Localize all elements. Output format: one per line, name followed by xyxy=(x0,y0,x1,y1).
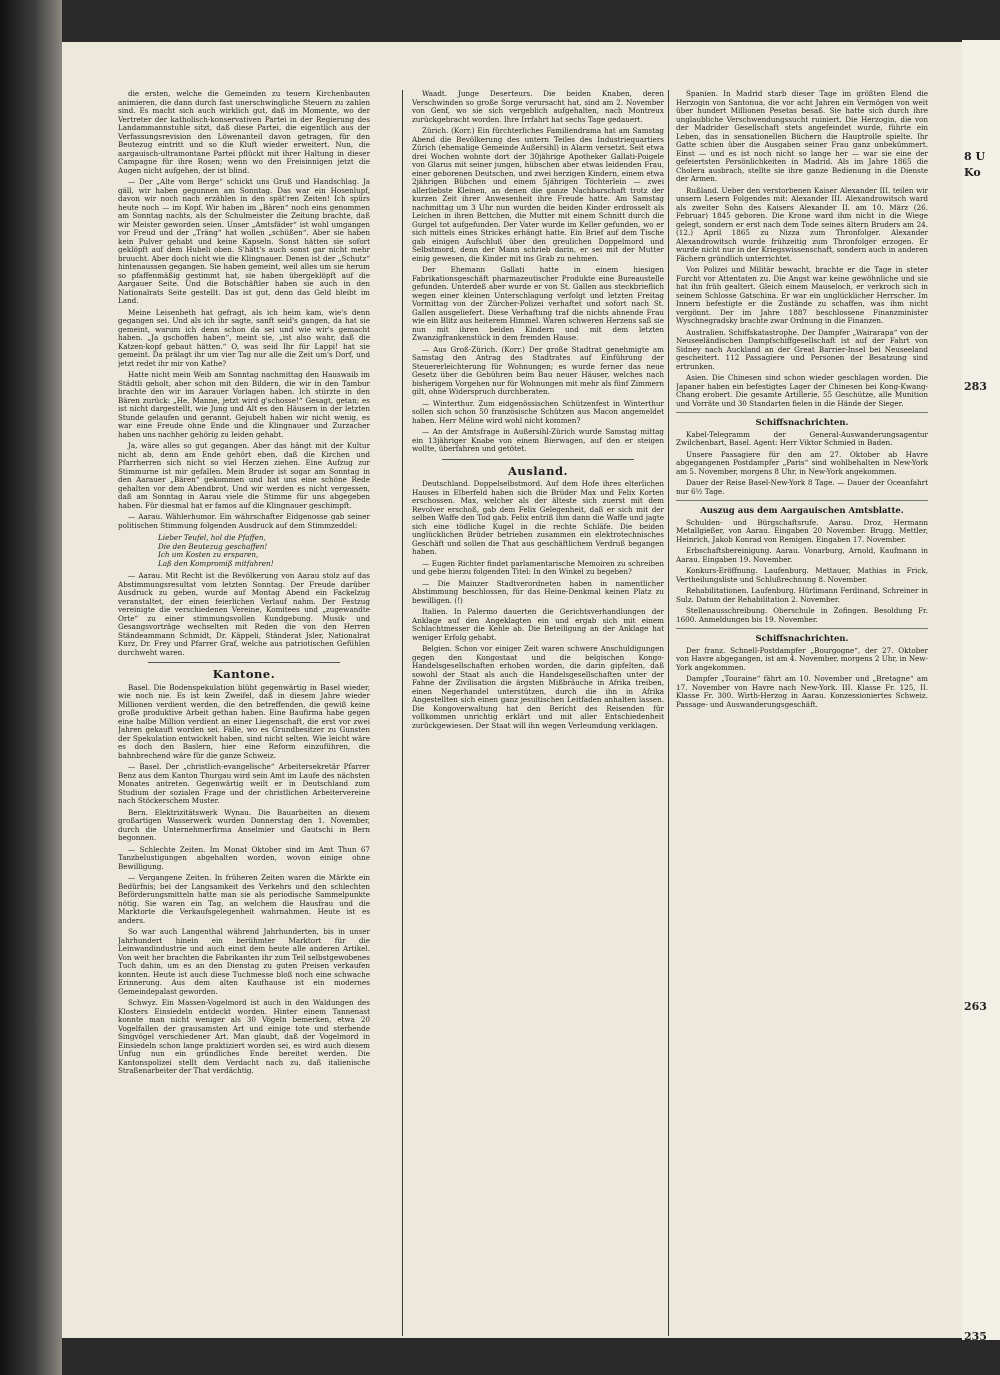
paragraph: Schulden- und Bürgschaftsrufe. Aarau. Droz, Hermann Metallgießer, von Aarau. Eingaben 20 November. Brugg. Mettler, Heinrich, Jakob Konrad von Remigen. Eingaben 17. November. xyxy=(676,517,928,544)
section-heading-schiffsnachrichten-2: Schiffsnachrichten. xyxy=(755,634,849,644)
paragraph: Zürich. (Korr.) Ein fürchterliches Familiendrama hat am Samstag Abend die Bevölkerung des untern Teiles des Industriequartiers Zürich (ehemalige Gemeinde Außersihl) in Alarm versetzt. Seit etwa drei Wochen wohnte dort der 30jährige Apotheker Gallati-Poigele von Glarus mit seiner jungen, hübschen aber etwas leidenden Frau, einer geborenen Deutschen, und zwei herzigen Kindern, einem etwa 2jährigen Bübchen und einem 5jährigen Töchterlein — zwei allerliebste Kleinen, an denen die ganze Nachbarschaft trotz der kurzen Zeit ihrer Anwesenheit ihre Freude hatte. Am Samstag nachmittag um 3 Uhr nun wurden die beiden Kinder erdrosselt als Leichen in ihren Bettchen, die Mutter mit einem Schnitt durch die Gurgel tot aufgefunden. Der Vater wurde im Keller gefunden, wo er sich mittels eines Strickes erhängt hatte. Ein Brief auf dem Tische gab einigen Aufschluß über den greulichen Doppelmord und Selbstmord, denn der Mann schrieb darin, er sei mit der Mutter einig gewesen, die Kinder mit ins Grab zu nehmen. xyxy=(412,126,664,263)
column-1 xyxy=(118,90,370,1336)
section-heading-schiffsnachrichten: Schiffsnachrichten. xyxy=(755,418,849,428)
edge-fragment: 8 U xyxy=(964,150,986,163)
paragraph: Konkurs-Eröffnung. Laufenburg. Mettauer, Mathias in Frick, Vertheilungsliste und Schlußrechnung 8. November. xyxy=(676,566,928,584)
paragraph: — An der Amtsfrage in Außersihl-Zürich wurde Samstag mittag ein 13jähriger Knabe von einem Bierwagen, auf den er steigen wollte, überfahren und getötet. xyxy=(412,427,664,453)
edge-fragment: 263 xyxy=(964,1000,987,1013)
paragraph: Australien. Schiffskatastrophe. Der Dampfer „Wairarapa“ von der Neuseeländischen Dampfschiffgesellschaft ist auf der Fahrt von Sidney nach Auckland an der Great Barrier-Insel bei Neuseeland gescheitert. 112 Passagiere und Personen der Besatzung sind ertrunken. xyxy=(676,327,928,371)
paragraph: — Eugen Richter findet parlamentarische Memoiren zu schreiben und gebe hierzu folgenden Titel: In den Winkel zu begeben? xyxy=(412,558,664,576)
paragraph: Asien. Die Chinesen sind schon wieder geschlagen worden. Die Japaner haben ein befestigtes Lager der Chinesen bei Kong-Kwang-Chang erobert. Die gesamte Artillerie, 55 Geschütze, alle Munition und Vorräte und 30 Standarten fielen in die Hände der Sieger. xyxy=(676,373,928,408)
paragraph: Der franz. Schnell-Postdampfer „Bourgogne“, der 27. Oktober von Havre abgegangen, ist am 4. November, morgens 2 Uhr, in New-York angekommen. xyxy=(676,645,928,672)
paragraph: Hatte nicht mein Weib am Sonntag nachmittag den Hauswaib im Städtli geholt, aber schon mit den Bildern, die wir in den Tambur brachte den wir im Aarauer Vorlagen haben. Ich stürzte in den Bären zurück: „He, Manne, jetzt wird g'schosse!“ Gesagt, getan; es ist nicht dargestellt, wie Jung und Alt es den Häusern in der letzten Stunde gelaufen und gerannt. Gejubelt haben wir nicht wenig, es war eine Freude ohne Ende und die Klingnauer und Zurzacher haben uns nachher gehörig zu leiden gehabt. xyxy=(118,370,370,439)
paragraph: Kabel-Telegramm der General-Auswanderungsagentur Zwilchenbart, Basel. Agent: Herr Viktor Schmied in Baden. xyxy=(676,429,928,447)
divider xyxy=(442,459,634,460)
paragraph: Von Polizei und Militär bewacht, brachte er die Tage in steter Furcht vor Attentaten zu. Die Angst war keine gewöhnliche und sie hat ihn früh gealtert. Gleich einem Mauseloch, er verkroch sich in seinem Schlosse Gatschina. Er war ein unglücklicher Herrscher. Im Innern befestigte er die Zustände zu schaffen, was ihm nicht vergönnt. Der im Jahre 1887 beschlossene Finanzminister Wyschnegradsky brachte zwar Ordnung in die Finanzen. xyxy=(676,265,928,325)
paragraph: — Der „Alte vom Berge“ schickt uns Gruß und Handschlag. Ja gäll, wir haben gegunnen am Sonntag. Das war ein Hosenlupf, davon wir noch nach erzählen in den spät'ren Zeiten! Ich spürs heute noch — im Kopf. Wir haben im „Bären“ noch eins genommen am Sonntag nachts, als der Schulmeister die Zeitung brachte, daß wir Meister geworden seien. Unser „Amtsfäder“ ist wohl umgangen vor Freud und der „Träng“ hat wollen „schüßen“. Aber sie haben kein Pulver gehabt und keine Kapseln. Sonst hätten sie sofort geklöpft auf dem Hubeli oben. S'hätt's auch sonst gar nicht mehr bruucht. Aber doch nicht wie die Klingnauer. Denen ist der „Schutz“ hintenaussen gegangen. Sie haben gemeint, weil alles um sie herum so pfaffenmäßig gestimmt hat, sie haben übergeklöpft auf die Aargauer Seite. Und die Botschäftler haben sie auch in den Nationalrats Seite gestellt. Das ist gut, denn das Geld bleibt im Land. xyxy=(118,177,370,305)
divider xyxy=(676,500,928,501)
paragraph: Bern. Elektrizitätswerk Wynau. Die Bauarbeiten an diesem großartigen Wasserwerk wurden Donnerstag den 1. November, durch die Unternehmerfirma Anselmier und Gautschi in Bern begonnen. xyxy=(118,807,370,842)
paragraph: die ersten, welche die Gemeinden zu teuern Kirchenbauten animieren, die dann durch fast unerschwingliche Steuern zu zahlen sind. Es macht sich auch wirklich gut, daß im Momente, wo der Vertreter der katholisch-konservativen Partei in der Regierung des Landammannstuhle sitzt, daß diese Partei, die eigentlich aus der Verfassungsrevision den Löwenanteil davon getragen, für den Beutezug eintritt und so die Kluft wieder erweitert. Nun, die aargauisch-ultramontane Partei pflückt mit ihrer Haltung in dieser Campagne für ihre Rosen; wenn wo den Freisinnigen jetzt die Augen nicht aufgehen, der ist blind. xyxy=(118,90,370,175)
paragraph: Ja, wäre alles so gut gegangen. Aber das hängt mit der Kultur nicht ab, denn am Ende gehört eben, daß die Kirchen und Pfarrherren sich nicht so viel Herzen ziehen. Eine Aufzug zur Stimmurne ist mir gefallen. Mein Bruder ist sogar am Sonntag in den Aarauer „Bären“ gekommen und hat uns eine schöne Rede gehalten vor dem Abendbrot. Und wir werden es nicht vergessen, daß am Sonntag in Aarau viele die Stimme für uns abgegeben haben. Für diesmal hat er famos auf die Klingnauer geschimpft. xyxy=(118,441,370,510)
paragraph: — Aus Groß-Zürich. (Korr.) Der große Stadtrat genehmigte am Samstag den Antrag des Stadtrates auf Einführung der Steuererleichterung für Wohnungen; es wurde ferner das neue Gesetz über die Gebühren beim Bau neuer Häuser, welches nach bisherigem Vorgehen nur für Wohnungen mit mehr als fünf Zimmern gilt, ohne Widerspruch durchberaten. xyxy=(412,344,664,396)
paragraph: Deutschland. Doppelselbstmord. Auf dem Hofe ihres elterlichen Hauses in Elberfeld haben sich die Brüder Max und Felix Korten erschossen. Max, welcher als der älteste sich zuerst mit dem Revolver erschoß, gab dem Felix Gelegenheit, daß er sich mit der selben Waffe den Tod gab. Felix entriß ihm dann die Waffe und jagte sich eine tödliche Kugel in die rechte Schläfe. Die beiden unglücklichen Brüder betrieben zusammen ein elektrotechnisches Geschäft und sollen die That aus geschäftlichem Verdruß begangen haben. xyxy=(412,479,664,556)
paragraph: Italien. In Palermo dauerten die Gerichtsverhandlungen der Anklage auf den Angeklagten ein und ergab sich mit einem Schlachtmesser die Kehle ab. Die Beteiligung an der Anklage hat weniger Erfolg gehabt. xyxy=(412,607,664,642)
paragraph: Schwyz. Ein Massen-Vogelmord ist auch in den Waldungen des Klosters Einsiedeln entdeckt worden. Hinter einem Tannenast konnte man nicht weniger als 30 Vögeln bemerken, etwa 20 Vogelfallen der grausamsten Art und einige tote und sterbende Singvögel verschiedener Art. Man glaubt, daß der Vogelmord in Einsiedeln schon lange praktiziert worden sei, es wird auch diesem Unfug nun ein gründliches Ende bereitet werden. Die Kantonspolizei stellt dem Verdacht nach zu, daß italienische Straßenarbeiter der That verdächtig. xyxy=(118,998,370,1075)
poem: Lieber Teufel, hol die Pfaffen, Die den Beutezug geschaffen! Ich um Kosten zu ersparen, Laß den Kompromiß mitfahren! xyxy=(158,533,274,568)
paragraph: Waadt. Junge Deserteurs. Die beiden Knaben, deren Verschwinden so große Sorge verursacht hat, sind am 2. November von Genf, wo sie sich vergeblich aufgehalten, nach Montreux zurückgebracht worden. Ihre Irrfahrt hat sechs Tage gedauert. xyxy=(412,90,664,124)
paragraph: Rußland. Ueber den verstorbenen Kaiser Alexander III. teilen wir unsern Lesern Folgendes mit: Alexander III. Alexandrowitsch ward als zweiter Sohn des Kaisers Alexander II. am 10. März (26. Februar) 1845 geboren. Die Krone ward ihm nicht in die Wiege gelegt, sondern er erst nach dem Tode seines ältern Bruders am 24. (12.) April 1865 zu Nizza zum Thronfolger. Alexander Alexandrowitsch wurde frühzeitig zum Thronfolger erzogen. Er wurde nicht nur in der Kriegswissenschaft, sondern auch in anderen Fächern gründlich unterrichtet. xyxy=(676,185,928,263)
paragraph: — Die Mainzer Stadtverordneten haben in namentlicher Abstimmung beschlossen, für das Heine-Denkmal keinen Platz zu bewilligen. (!) xyxy=(412,578,664,605)
paragraph: — Basel. Der „christlich-evangelische“ Arbeitersekretär Pfarrer Benz aus dem Kanton Thurgau wird sein Amt im Laufe des nächsten Monates antreten. Gegenwärtig weilt er in Deutschland zum Studium der sozialen Frage und der christlichen Arbeitervereine nach Stöckerschem Muster. xyxy=(118,762,370,805)
edge-fragment: Ko xyxy=(964,166,981,179)
paragraph: Unsere Passagiere für den am 27. Oktober ab Havre abgegangenen Postdampfer „Paris“ sind wohlbehalten in New-York am 5. November, morgens 8 Uhr, in New-York angekommen. xyxy=(676,449,928,476)
divider xyxy=(148,662,340,663)
newspaper-page xyxy=(62,42,962,1338)
column-rule xyxy=(402,90,403,1336)
paragraph: Spanien. In Madrid starb dieser Tage im größten Elend die Herzogin von Santonua, die vor acht Jahren ein Vermögen von weit über hundert Millionen Pesetas besaß. Sie hatte sich durch ihre unglaubliche Verschwendungssucht ruiniert. Die Herzogin, die von der Madrider Gesellschaft stets angefeindet wurde, führte ein Leben, das in sensationellen Büchern die Hauptrolle spielte. Ihr Gatte schien über die Ausgaben seiner Frau ganz unbekümmert. Einst — und es ist noch nicht so lange her — war sie eine der gefeiertsten Persönlichkeiten in Madrid. Als im Jahre 1865 die Cholera ausbrach, stellte sie ihre ganze Bedienung in die Dienste der Armen. xyxy=(676,90,928,183)
edge-fragment: 235 xyxy=(964,1330,987,1340)
paragraph: Erbschaftsbereinigung. Aarau. Vonarburg, Arnold, Kaufmann in Aarau. Eingaben 19. November. xyxy=(676,546,928,564)
paragraph: — Aarau. Mit Recht ist die Bevölkerung von Aarau stolz auf das Abstimmungsresultat vom letzten Sonntag. Der Freude darüber Ausdruck zu geben, wurde auf Montag Abend ein Fackelzug veranstaltet, der einen feierlichen Verlauf nahm. Der Festzug vereinigte die verschiedenen Vereine, Komitees und „zugewandte Orte“ zu einer stimmungsvollen Kundgebung. Musik- und Gesangsvorträge wechselten mit Reden die von den Herren Ständeammann Schmidt, Dr. Käppeli, Ständerat Jsler, Nationalrat Kurz, Dr. Frey und Pfarrer Graf, welche aus patriotischen Gefühlen durchweht waren. xyxy=(118,571,370,657)
paragraph: — Winterthur. Zum eidgenössischen Schützenfest in Winterthur sollen sich schon 50 französische Schützen aus Macon angemeldet haben. Herr Méline wird wohl nicht kommen? xyxy=(412,398,664,425)
divider xyxy=(676,628,928,629)
paragraph: Dampfer „Touraine“ fährt am 10. November und „Bretagne“ am 17. November von Havre nach New-York. III. Klasse Fr. 125, II. Klasse Fr. 300. Wirth-Herzog in Aarau. Konzessioniertes Schweiz. Passage- und Auswanderungsgeschäft. xyxy=(676,674,928,709)
paragraph: — Schlechte Zeiten. Im Monat Oktober sind im Amt Thun 67 Tanzbelustigungen abgehalten worden, wovon einige ohne Bewilligung. xyxy=(118,844,370,871)
paragraph: Dauer der Reise Basel-New-York 8 Tage. — Dauer der Oceanfahrt nur 6½ Tage. xyxy=(676,478,928,496)
paragraph: — Aarau. Wählerhumor. Ein währschafter Eidgenosse gab seiner politischen Stimmung folgenden Ausdruck auf dem Stimmzeddel: xyxy=(118,512,370,530)
edge-fragment: 283 xyxy=(964,380,987,393)
section-heading-amtsblatt: Auszug aus dem Aargauischen Amtsblatte. xyxy=(700,506,904,516)
paragraph: Der Ehemann Gallati hatte in einem hiesigen Fabrikationsgeschäft pharmazeutischer Produkte eine Bureaustelle gefunden. Unterdeß aber wurde er von St. Gallen aus steckbrieflich wegen einer kleinen Unterschlagung verfolgt und letzten Freitag Vormittag von der Zürcher-Polizei verhaftet und sofort nach St. Gallen ausgeliefert. Diese Verhaftung traf die nichts ahnende Frau wie ein Blitz aus heiterem Himmel. Waren schweren Herzens saß sie nun mit ihren beiden Kindern und mit dem letzten Zwanzigfrankenstück in dem fremden Hause. xyxy=(412,265,664,342)
section-heading-kantone: Kantone. xyxy=(212,667,276,681)
adjacent-page-edge xyxy=(962,40,1000,1340)
scan-left-edge xyxy=(0,0,62,1375)
divider xyxy=(676,412,928,413)
paragraph: Rehabilitationen. Laufenburg. Hürlimann Ferdinand, Schreiner in Sulz. Datum der Rehabilitation 2. November. xyxy=(676,586,928,604)
column-2 xyxy=(412,90,664,1336)
section-heading-ausland: Ausland. xyxy=(508,463,568,478)
paragraph: Meine Leisenbeth hat gefragt, als ich heim kam, wie's denn gegangen sei. Und als ich ihr sagte, sanft seid's gangen, da hat sie gemeint, warum ich denn schon da sei und wie wir's gemacht haben. „Ja gschoffen haben“, meint sie, „ist also wahr, daß die Katzen-kopf gebaut hätten.“ O, was seid Ihr für Lappi! hat sie gemeint. Da prälagt ihr um vier Tag nur alle die Zeit um's Dorf, und jetzt redet ihr mir von Kathe? xyxy=(118,307,370,368)
paragraph: Basel. Die Bodenspekulation blüht gegenwärtig in Basel wieder, wie noch nie. Es ist kein Zweifel, daß in diesem Jahre wieder Millionen verdient werden, die den betreffenden, die gewiß keine große produktive Arbeit gethan haben. Eine Baufirma habe gegen eine halbe Million verdient an einer Liegenschaft, die erst vor zwei Jahren gekauft worden sei. Fälle, wo es Grundbesitzer zu Gunsten der Spekulation entwickelt haben, sind nicht selten. Wie leicht wäre es doch den Baslern, hier eine Reform einzuführen, die bahnbrechend wäre für die ganze Schweiz. xyxy=(118,682,370,760)
paragraph: Belgien. Schon vor einiger Zeit waren schwere Anschuldigungen gegen den Kongostaat und die belgischen Kongo-Handelsgesellschaften erhoben worden, die darin gipfelten, daß sowohl der Staat als auch die Handelsgesellschaften unter der Fahne der Zivilisation die ärgsten Mißbräuche in Afrika treiben, einen Negerhandel unterstützen, durch die ihn in Afrika Angestellten sich einen ganz jesuitischen Leitfaden anhalten lassen. Die Kongoverwaltung hat den Bericht des Reisenden für vollkommen unrichtig erklärt und mit aller Entschiedenheit zurückgewiesen. Der Staat will ihn wegen Verleumdung verklagen. xyxy=(412,644,664,730)
paragraph: Stellenausschreibung. Oberschule in Zofingen. Besoldung Fr. 1600. Anmeldungen bis 19. November. xyxy=(676,606,928,624)
paragraph: — Vergangene Zeiten. In früheren Zeiten waren die Märkte ein Bedürfnis; bei der Langsamkeit des Verkehrs und den schlechten Beförderungsmitteln hatte man sie als periodische Sammelpunkte nötig. Sie waren ein Tag, an welchem die Hausfrau und die Marktorte die Verkaufsgelegenheit wahrnahmen. Heute ist es anders. xyxy=(118,873,370,925)
column-3 xyxy=(676,90,928,1336)
paragraph: So war auch Langenthal während Jahrhunderten, bis in unser Jahrhundert hinein ein berühmter Marktort für die Leinwandindustrie und auch einst dem heute alle anderen Artikel. Von weit her brachten die Fabrikanten ihr zum Teil selbstgewobenes Tuch dahin, um es an den Dienstag zu guten Preisen verkaufen konnten. Heute ist auch diese Tuchmesse bloß noch eine schwache Erinnerung. Aus dem alten Kaufhause ist ein modernes Gemeindepalast geworden. xyxy=(118,927,370,996)
column-rule xyxy=(668,90,669,1336)
